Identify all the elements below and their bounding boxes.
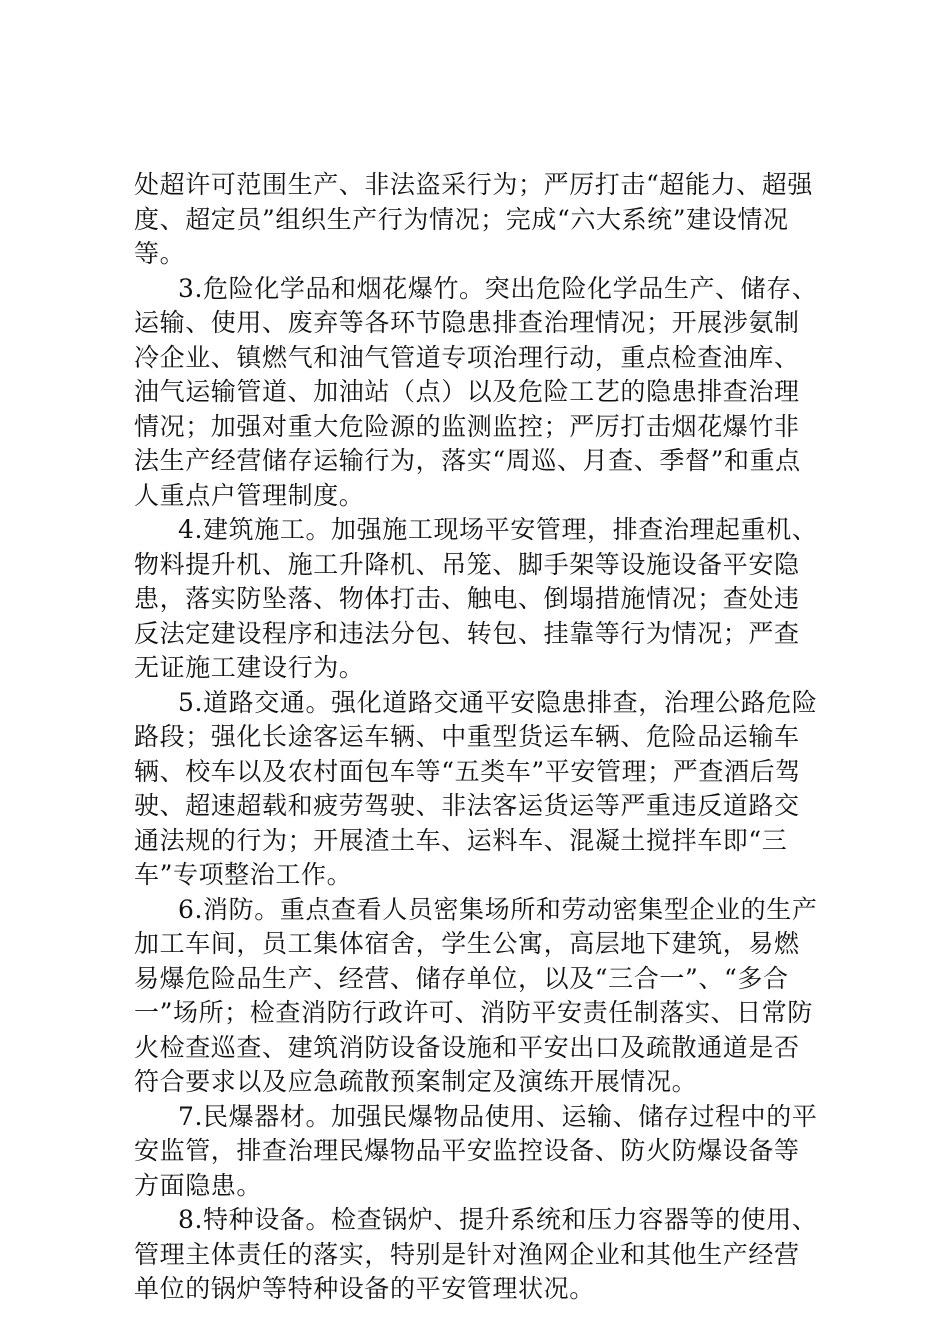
paragraph-explosives: 7.民爆器材。加强民爆物品使用、运输、储存过程中的平安监管，排查治理民爆物品平安监控设备、防火防爆设备等方面隐患。 — [134, 1101, 818, 1200]
document-body — [134, 168, 824, 1307]
paragraph-hazardous-chemicals: 3.危险化学品和烟花爆竹。突出危险化学品生产、储存、运输、使用、废弃等各环节隐患排查治理情况；开展涉氨制冷企业、镇燃气和油气管道专项治理行动，重点检查油库、油气运输管道、加油站（点）以及危险工艺的隐患排查治理情况；加强对重大危险源的监测监控；严厉打击烟花爆竹非法生产经营储存运输行为，落实“周巡、月查、季督”和重点人重点户管理制度。 — [134, 273, 818, 510]
paragraph-construction: 4.建筑施工。加强施工现场平安管理，排查治理起重机、物料提升机、施工升降机、吊笼、脚手架等设施设备平安隐患，落实防坠落、物体打击、触电、倒塌措施情况；查处违反法定建设程序和违法分包、转包、挂靠等行为情况；严查无证施工建设行为。 — [134, 515, 818, 682]
paragraph-continuation: 处超许可范围生产、非法盗采行为；严厉打击“超能力、超强度、超定员”组织生产行为情况；完成“六大系统”建设情况等。 — [134, 170, 813, 268]
paragraph-special-equipment: 8.特种设备。检查锅炉、提升系统和压力容器等的使用、管理主体责任的落实，特别是针对渔网企业和其他生产经营单位的锅炉等特种设备的平安管理状况。 — [134, 1205, 818, 1303]
paragraph-fire-protection: 6.消防。重点查看人员密集场所和劳动密集型企业的生产加工车间，员工集体宿舍，学生公寓，高层地下建筑，易燃易爆危险品生产、经营、储存单位，以及“三合一”、“多合一”场所；检查消防行政许可、消防平安责任制落实、日常防火检查巡查、建筑消防设备设施和平安出口及疏散通道是否符合要求以及应急疏散预案制定及演练开展情况。 — [134, 894, 818, 1096]
paragraph-road-traffic: 5.道路交通。强化道路交通平安隐患排查，治理公路危险路段；强化长途客运车辆、中重型货运车辆、危险品运输车辆、校车以及农村面包车等“五类车”平安管理；严查酒后驾驶、超速超载和疲劳驾驶、非法客运货运等严重违反道路交通法规的行为；开展渣土车、运料车、混凝土搅拌车即“三车”专项整治工作。 — [134, 687, 818, 889]
